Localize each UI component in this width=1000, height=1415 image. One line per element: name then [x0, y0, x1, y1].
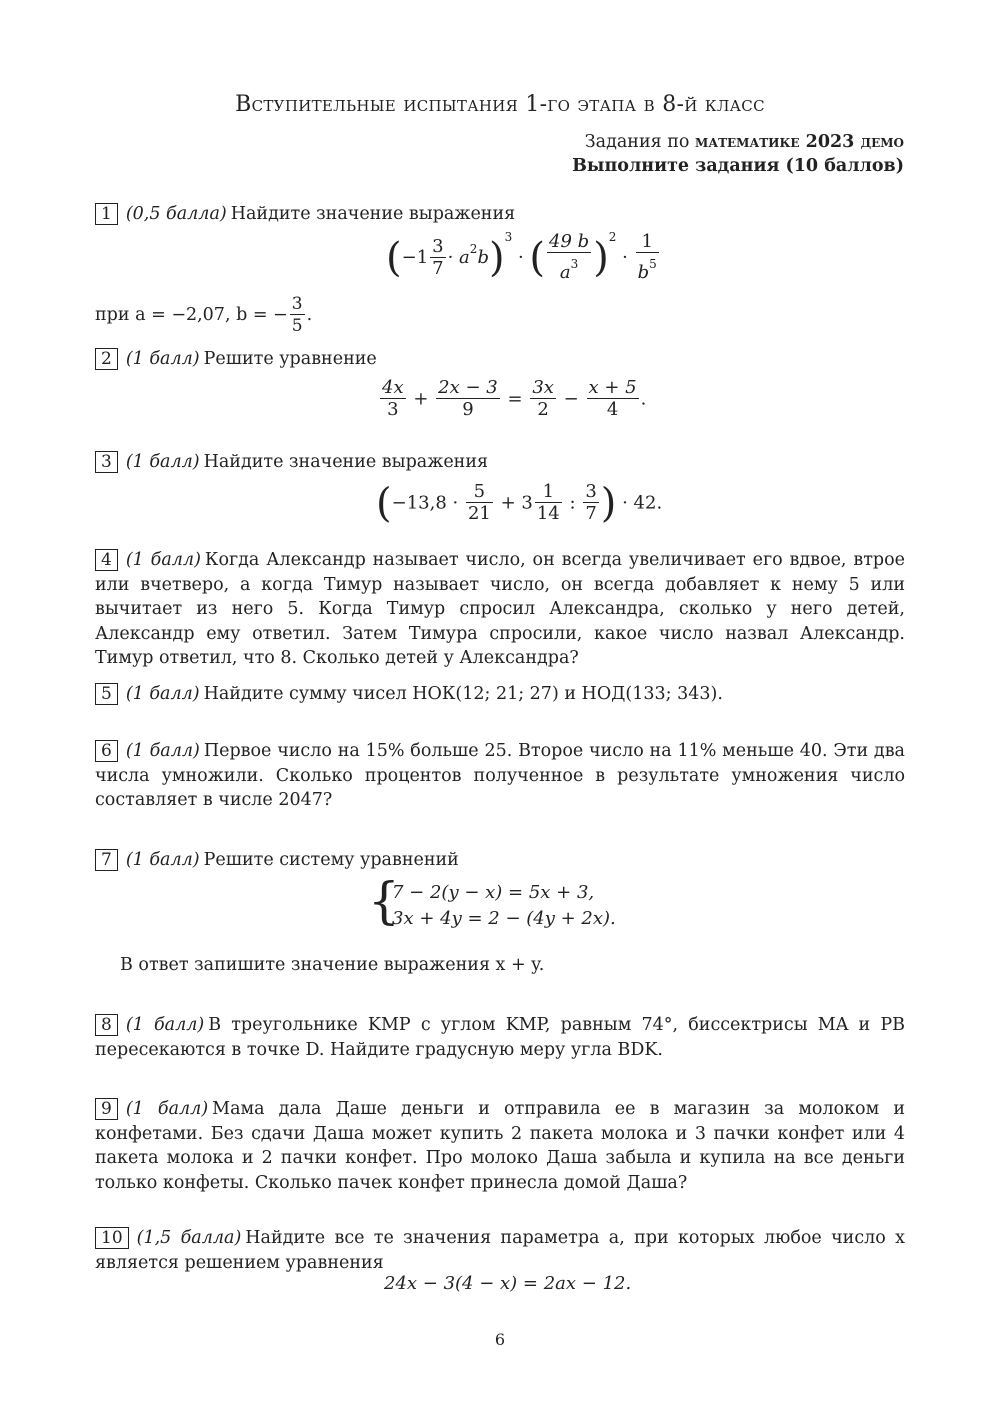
problem-10: [95, 1226, 905, 1275]
problem-number: 4: [95, 549, 118, 571]
problem-text: Найдите значение выражения: [230, 204, 516, 224]
formula-2: $\frac{4x}{3}$ + $\frac{2x - 3}{9}$ = $\frac{3x}{2}$ − $\frac{x + 5}{4}$ .: [382, 377, 647, 420]
page-number: 6: [494, 1330, 506, 1349]
problem-8: [95, 1013, 905, 1062]
problem-points: (1 балл): [125, 550, 201, 570]
problem-3: [95, 450, 905, 475]
system-line-2: 3x + 4y = 2 − (4y + 2x).: [392, 908, 616, 929]
problem-7: [95, 848, 905, 873]
page-title: Вступительные испытания 1-го этапа в 8-й класс: [235, 92, 765, 117]
problem-points: (0,5 балла): [125, 204, 227, 224]
subtitle-subject: Задания по математике 2023 демо: [584, 132, 904, 152]
problem-points: (1 балл): [125, 684, 200, 704]
system-of-equations: { 7 − 2(y − x) = 5x + 3, 3x + 4y = 2 − (4y + 2x).: [368, 872, 616, 930]
problem-2: [95, 347, 905, 372]
problem-number: 6: [95, 740, 118, 762]
problem-points: (1 балл): [125, 349, 200, 369]
problem-1: [95, 202, 905, 227]
formula-1: (−1 $\frac{3}{7}$ · $a^2b)^3$ · ( $\frac{49 b}{a^3}$ )$^2$ · $\frac{1}{b^5}$: [386, 230, 657, 283]
problem-text: В треугольнике KMP с углом KMP, равным 74°, биссектрисы MA и PB пересекаются в точке D. Найдите градусную меру угла BDK.: [95, 1015, 905, 1060]
problem-6: [95, 739, 905, 813]
problem-number: 7: [95, 849, 118, 871]
problem-number: 3: [95, 451, 118, 473]
problem-points: (1 балл): [125, 1099, 209, 1119]
formula-10: 24x − 3(4 − x) = 2ax − 12.: [384, 1273, 632, 1294]
problem-points: (1 балл): [125, 452, 200, 472]
problem-number: 2: [95, 348, 118, 370]
problem-number: 10: [95, 1227, 129, 1249]
problem-number: 8: [95, 1014, 118, 1036]
problem-9: [95, 1097, 905, 1195]
problem-text: Мама дала Даше деньги и отправила ее в магазин за молоком и конфетами. Без сдачи Даша может купить 2 пакета молока и 3 пачки конфет или 4 пакета молока и 2 пачки конфет. Про молоко Даша забыла и купила на все деньги только конфеты. Сколько пачек конфет принесла домой Даша?: [95, 1099, 905, 1193]
problem-text: Найдите сумму чисел НОК(12; 21; 27) и НОД(133; 343).: [203, 684, 723, 704]
problem-points: (1 балл): [125, 741, 200, 761]
problem-points: (1 балл): [125, 1015, 205, 1035]
problem-7-answer-note: В ответ запишите значение выражения x + y.: [120, 955, 545, 975]
problem-text: Решите систему уравнений: [203, 850, 459, 870]
problem-points: (1,5 балла): [136, 1228, 242, 1248]
problem-5: [95, 682, 905, 707]
problem-number: 1: [95, 203, 118, 225]
problem-1-condition: при a = −2,07, b = − $\frac{3}{5}$ .: [95, 294, 313, 336]
problem-number: 9: [95, 1098, 118, 1120]
problem-4: [95, 548, 905, 671]
formula-3: (−13,8 · $\frac{5}{21}$ + 3 $\frac{1}{14}$ : $\frac{3}{7}$ ) · 42.: [376, 480, 663, 527]
problem-text: Первое число на 15% больше 25. Второе число на 11% меньше 40. Эти два числа умножили. Сколько процентов полученное в результате умножения число составляет в числе 2047?: [95, 741, 905, 810]
problem-text: Решите уравнение: [203, 349, 377, 369]
subtitle-instruction: Выполните задания (10 баллов): [572, 156, 904, 176]
problem-text: Найдите все те значения параметра a, при которых любое число x является решением уравнения: [95, 1228, 905, 1273]
problem-points: (1 балл): [125, 850, 200, 870]
system-line-1: 7 − 2(y − x) = 5x + 3,: [392, 882, 595, 903]
problem-text: Найдите значение выражения: [203, 452, 489, 472]
problem-text: Когда Александр называет число, он всегда увеличивает его вдвое, втрое или вчетверо, а когда Тимур называет число, он всегда добавляет к нему 5 или вычитает из него 5. Когда Тимур спросил Александра, сколько у него детей, Александр ему ответил. Затем Тимура спросили, какое число назвал Александр. Тимур ответил, что 8. Сколько детей у Александра?: [95, 550, 905, 668]
problem-number: 5: [95, 683, 118, 705]
